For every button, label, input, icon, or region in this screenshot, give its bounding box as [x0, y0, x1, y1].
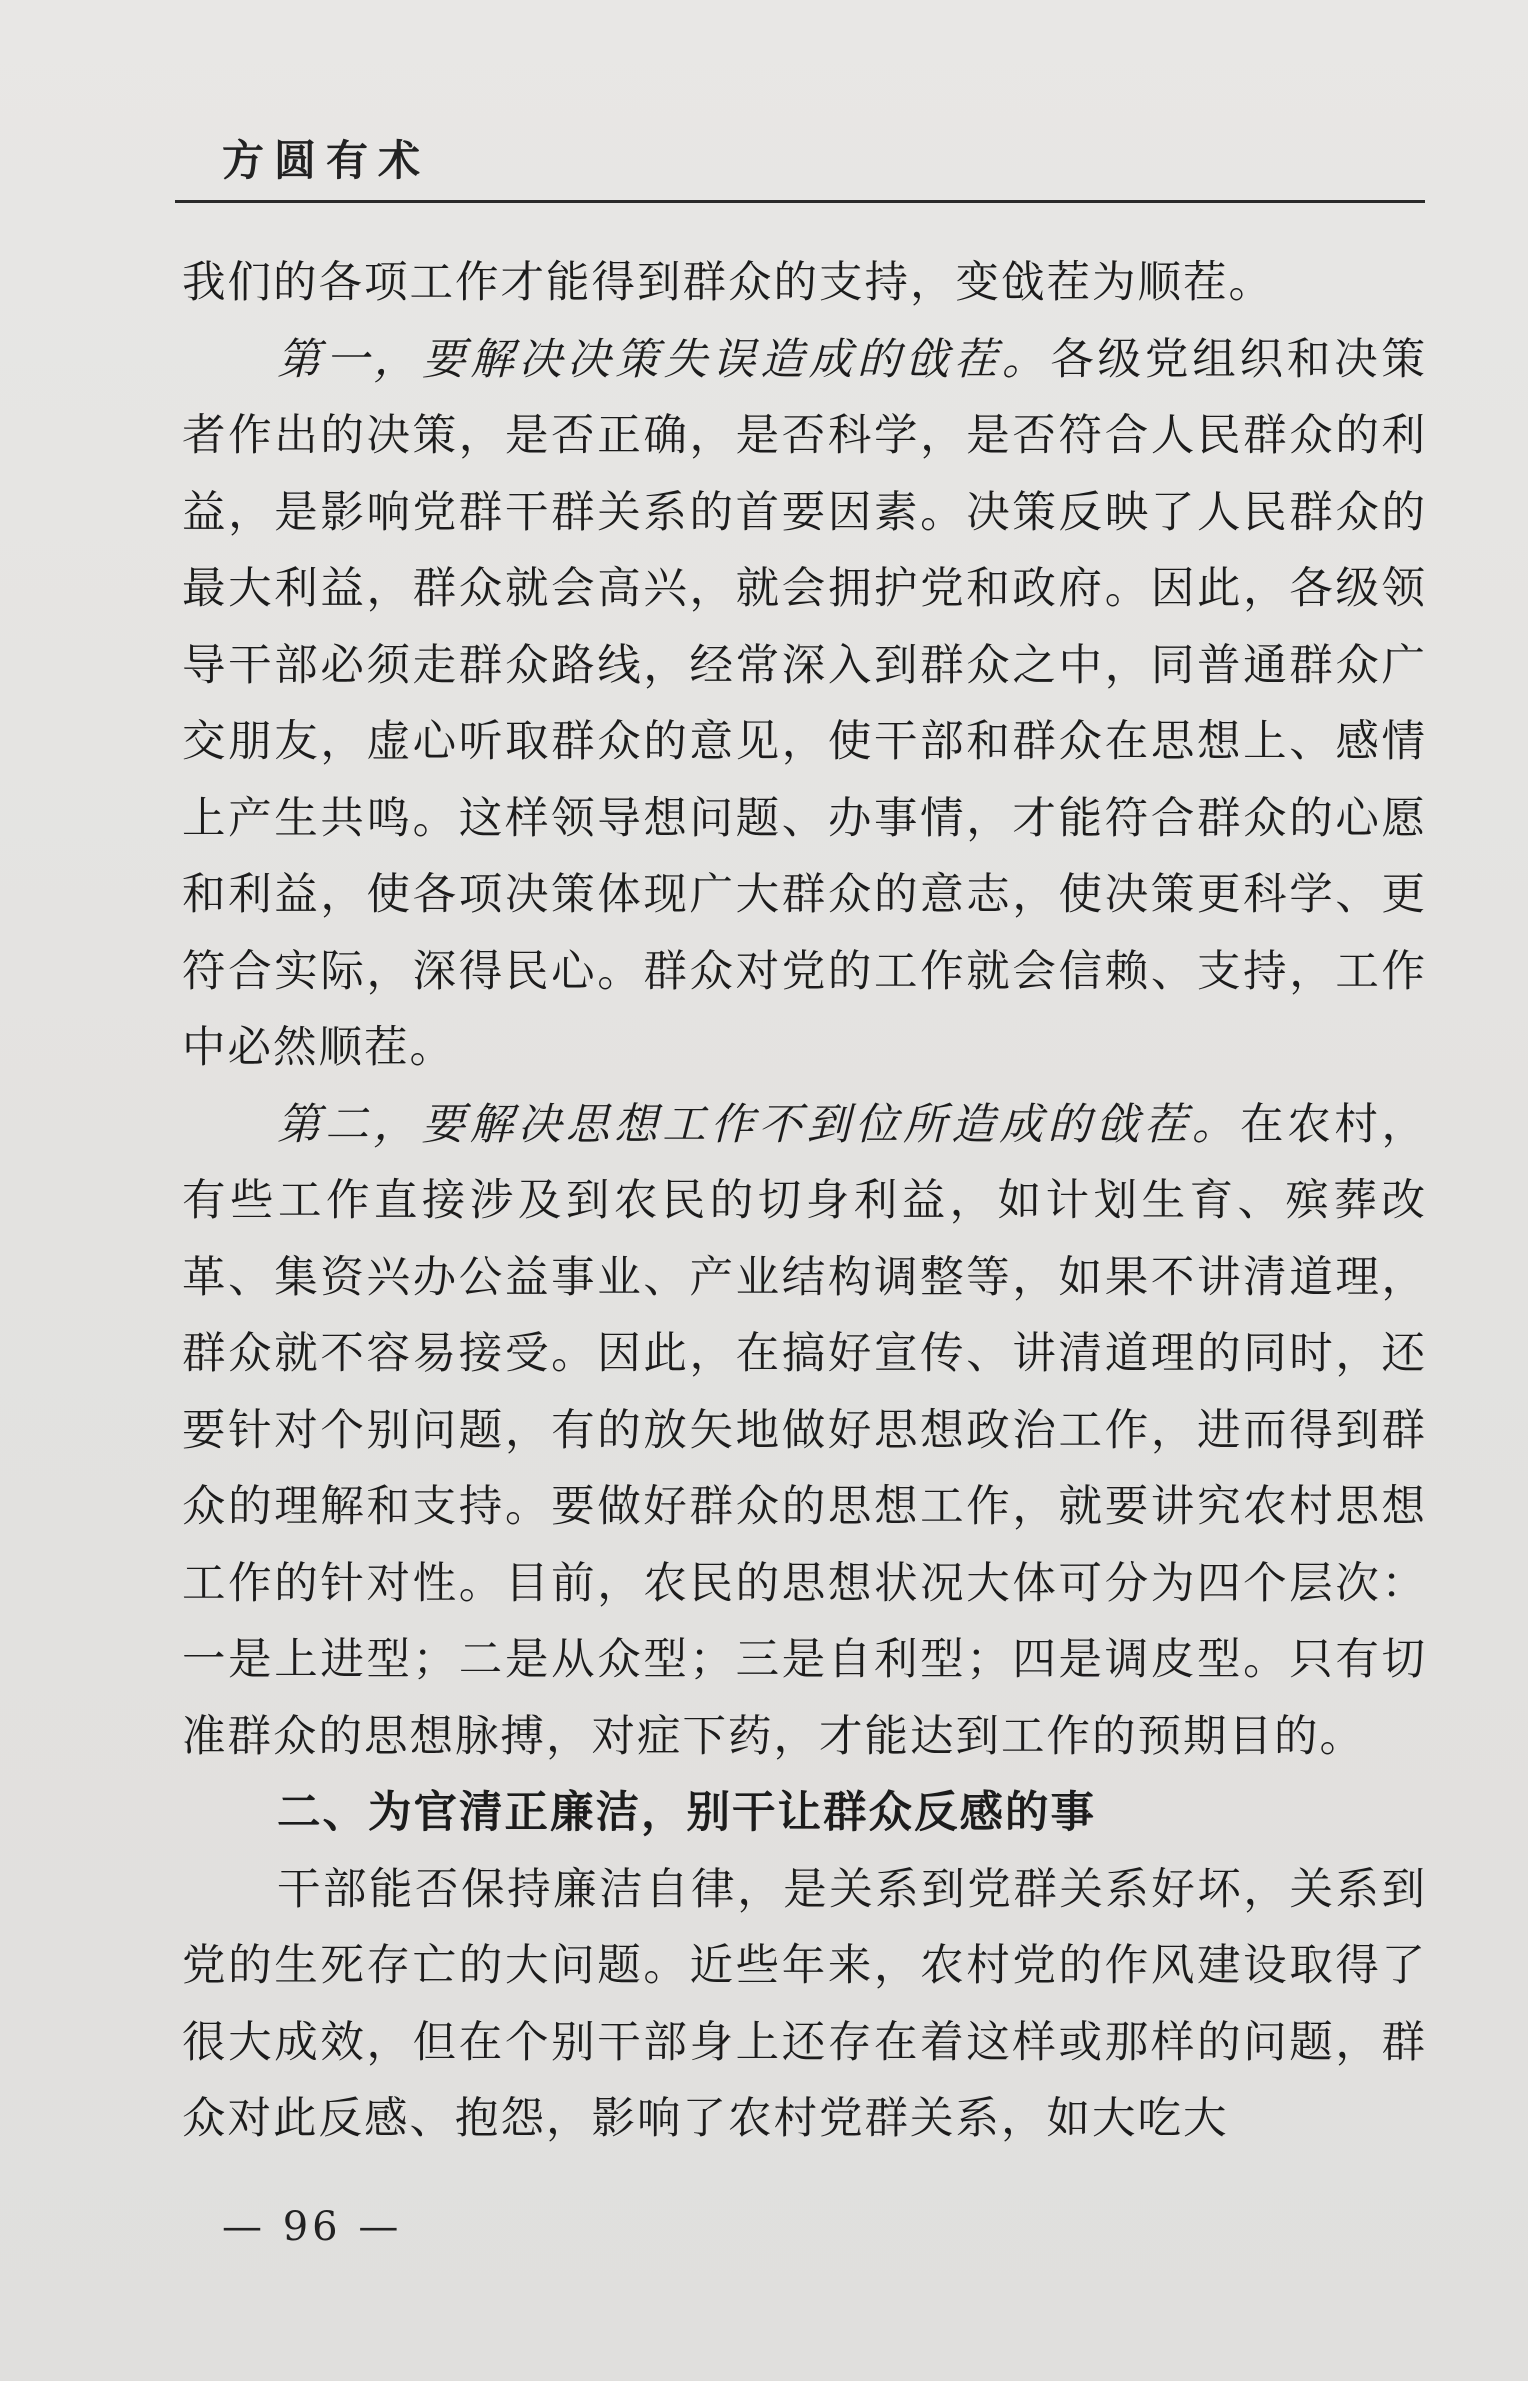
paragraph-3-lead: 第二，要解决思想工作不到位所造成的戗茬。	[277, 1099, 1241, 1150]
paragraph-2-text: 各级党组织和决策者作出的决策，是否正确，是否科学，是否符合人民群众的利益，是影响党群干群关系的首要因素。决策反映了人民群众的最大利益，群众就会高兴，就会拥护党和政府。因此，各级领导干部必须走群众路线，经常深入到群众之中，同普通群众广交朋友，虚心听取群众的意见，使干部和群众在思想上、感情上产生共鸣。这样领导想问题、办事情，才能符合群众的心愿和利益，使各项决策体现广大群众的意志，使决策更科学、更符合实际，深得民心。群众对党的工作就会信赖、支持，工作中必然顺茬。	[182, 334, 1428, 1073]
running-head-title: 方圆有术	[222, 136, 431, 185]
paragraph-2	[182, 322, 1427, 1087]
page-number: — 96 —	[222, 2204, 403, 2250]
paragraph-4: 干部能否保持廉洁自律，是关系到党群关系好坏，关系到党的生死存亡的大问题。近些年来，农村党的作风建设取得了很大成效，但在个别干部身上还存在着这样或那样的问题，群众对此反感、抱怨，影响了农村党群关系，如大吃大	[182, 1864, 1427, 2144]
paragraph-3	[182, 1087, 1427, 1776]
paragraph-3-text: 在农村，有些工作直接涉及到农民的切身利益，如计划生育、殡葬改革、集资兴办公益事业、产业结构调整等，如果不讲清道理，群众就不容易接受。因此，在搞好宣传、讲清道理的同时，还要针对个别问题，有的放矢地做好思想政治工作，进而得到群众的理解和支持。要做好群众的思想工作，就要讲究农村思想工作的针对性。目前，农民的思想状况大体可分为四个层次：一是上进型；二是从众型；三是自利型；四是调皮型。只有切准群众的思想脉搏，对症下药，才能达到工作的预期目的。	[182, 1099, 1428, 1762]
header-rule	[175, 200, 1425, 203]
section-heading: 二、为官清正廉洁，别干让群众反感的事	[277, 1788, 1096, 1838]
paragraph-2-lead: 第一，要解决决策失误造成的戗茬。	[277, 334, 1051, 385]
body-text	[182, 245, 1427, 2158]
paragraph-1: 我们的各项工作才能得到群众的支持，变戗茬为顺茬。	[182, 258, 1274, 308]
